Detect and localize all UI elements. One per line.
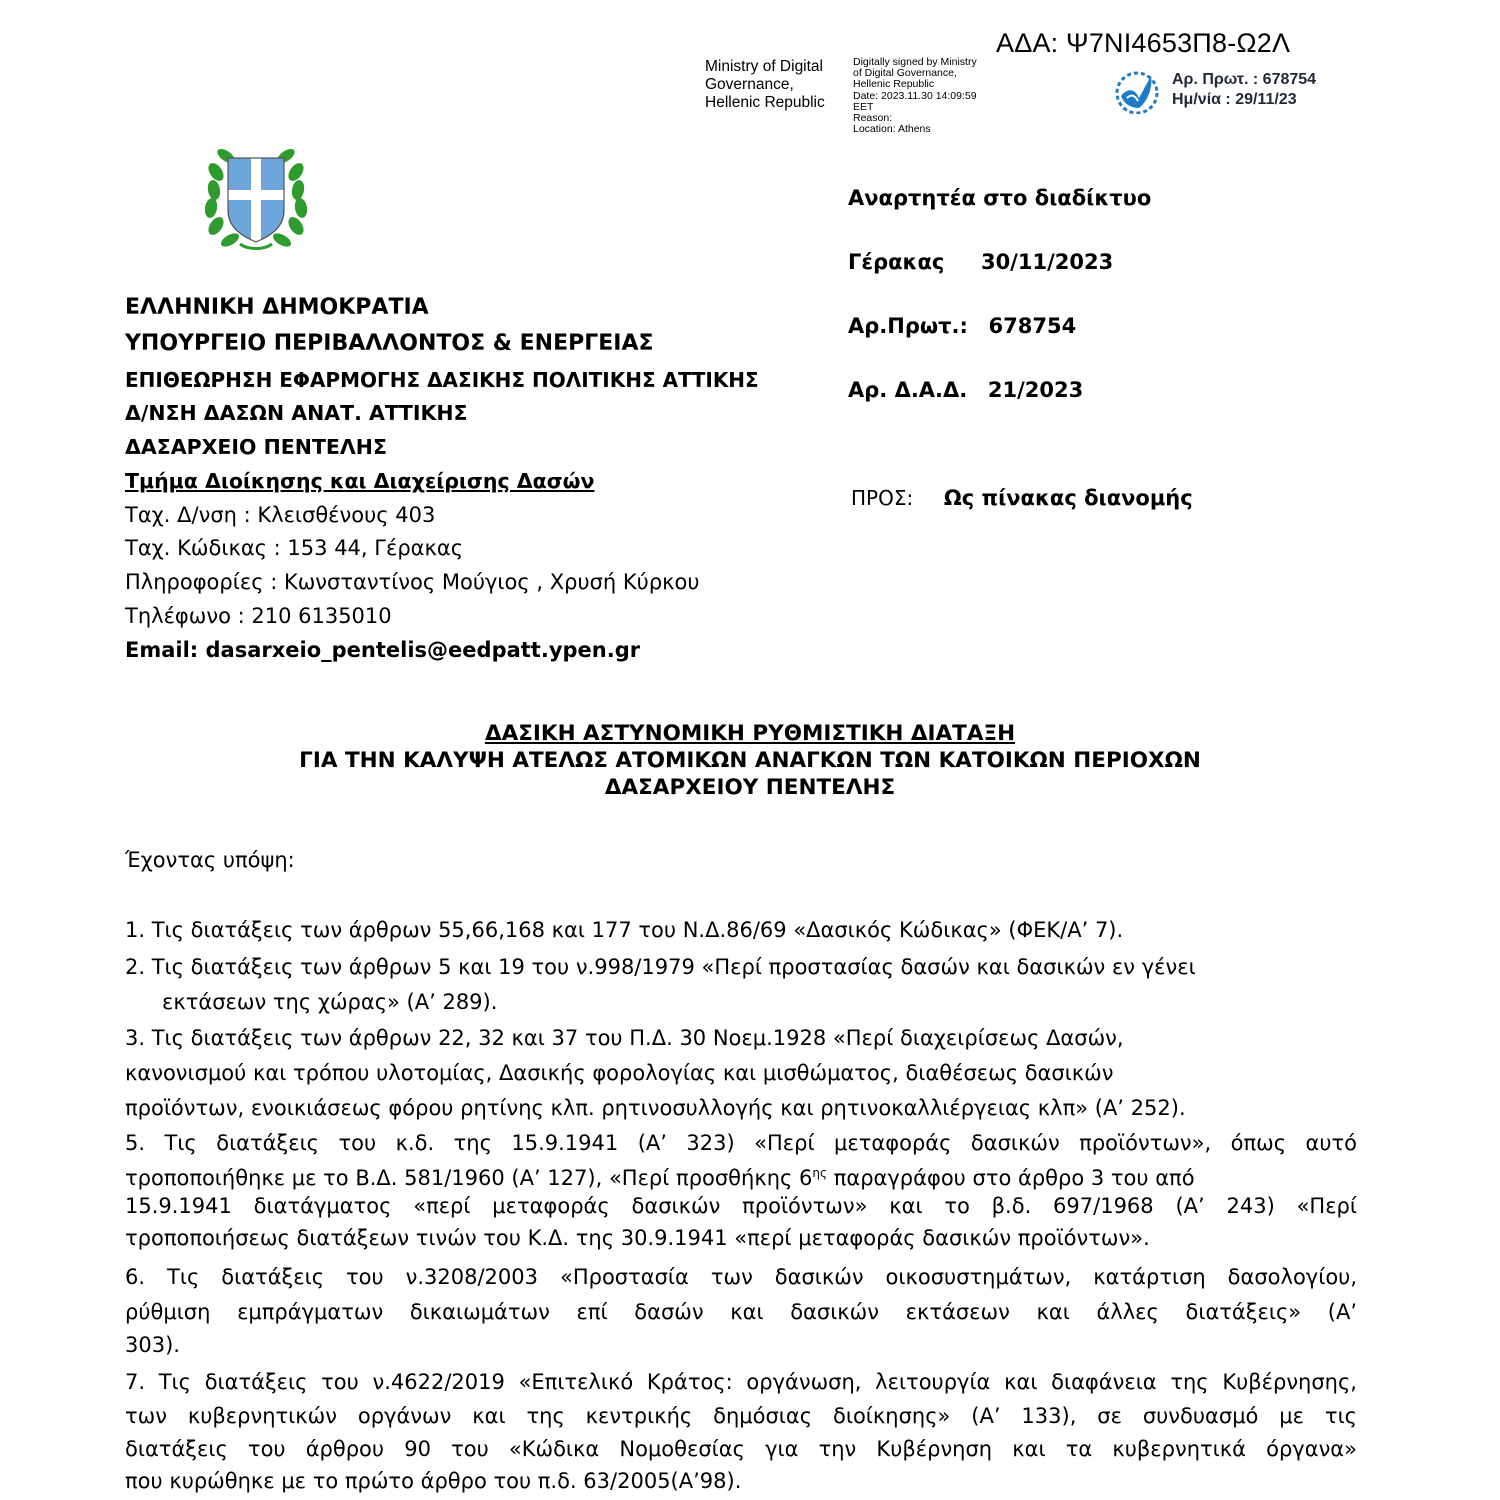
dad-number — [848, 378, 1083, 402]
paragraph-3-line: προϊόντων, ενοικιάσεως φόρου ρητίνης κλπ. ρητινοσυλλογής και ρητινοκαλλιέργειας κλπ» (Α’ 252). — [125, 1096, 1186, 1120]
paragraph-5-line: 15.9.1941 διατάγματος «περί μεταφοράς δασικών προϊόντων» και το β.δ. 697/1968 (Α’ 243) «Περί — [125, 1194, 1357, 1218]
paragraph-7-line: διατάξεις του άρθρου 90 του «Κώδικα Νομοθεσίας για την Κυβέρνηση και τα κυβερνητικά όργανα» — [125, 1437, 1357, 1461]
document-title — [0, 720, 1500, 801]
sender-directorate: Δ/ΝΣΗ ΔΑΣΩΝ ΑΝΑΤ. ΑΤΤΙΚΗΣ — [125, 401, 468, 425]
protocol-label: Αρ.Πρωτ.: — [848, 314, 968, 338]
signature-line: Hellenic Republic — [853, 78, 935, 91]
sender-republic: ΕΛΛΗΝΙΚΗ ΔΗΜΟΚΡΑΤΙΑ — [125, 295, 429, 320]
sender-ministry: ΥΠΟΥΡΓΕΙΟ ΠΕΡΙΒΑΛΛΟΝΤΟΣ & ΕΝΕΡΓΕΙΑΣ — [125, 331, 654, 356]
recipient — [851, 486, 1193, 510]
stamp-protocol-number: Αρ. Πρωτ. : 678754 — [1172, 71, 1317, 88]
paragraph-5-line — [125, 1157, 1195, 1194]
sender-info: Πληροφορίες : Κωνσταντίνος Μούγιος , Χρυσή Κύρκου — [125, 570, 700, 594]
paragraph-2-line: εκτάσεων της χώρας» (Α’ 289). — [162, 990, 498, 1014]
greek-coat-of-arms-icon — [200, 140, 312, 254]
signature-line: Location: Athens — [853, 123, 931, 136]
place-date — [848, 250, 1113, 274]
sender-postcode: Ταχ. Κώδικας : 153 44, Γέρακας — [125, 536, 464, 560]
protocol-value: 678754 — [988, 314, 1077, 338]
sender-email: Email: dasarxeio_pentelis@eedpatt.ypen.gr — [125, 638, 641, 662]
paragraph-5-line: 5. Τις διατάξεις του κ.δ. της 15.9.1941 (Α’ 323) «Περί μεταφοράς δασικών προϊόντων», όπως αυτό — [125, 1131, 1357, 1155]
publish-notice: Αναρτητέα στο διαδίκτυο — [848, 186, 1152, 210]
sender-forestry-office: ΔΑΣΑΡΧΕΙΟ ΠΕΝΤΕΛΗΣ — [125, 435, 387, 459]
paragraph-2-line: 2. Τις διατάξεις των άρθρων 5 και 19 του ν.998/1979 «Περί προστασίας δασών και δασικών εν γένει — [125, 955, 1196, 979]
diavgeia-logo-icon — [1113, 68, 1163, 114]
sender-address: Ταχ. Δ/νση : Κλεισθένους 403 — [125, 503, 436, 527]
paragraph-6-line: 6. Τις διατάξεις του ν.3208/2003 «Προστασία των δασικών οικοσυστημάτων, κατάρτιση δασολογίου, — [125, 1265, 1357, 1289]
paragraph-7-line: των κυβερνητικών οργάνων και της κεντρικής δημόσιας διοίκησης» (Α’ 133), σε συνδυασμό με τις — [125, 1404, 1357, 1428]
stamp-date: Ημ/νία : 29/11/23 — [1172, 91, 1297, 108]
paragraph-6-line: 303). — [125, 1333, 180, 1357]
body-intro: Έχοντας υπόψη: — [125, 848, 295, 872]
title-line-3: ΔΑΣΑΡΧΕΙΟΥ ΠΕΝΤΕΛΗΣ — [604, 775, 896, 800]
recipient-label: ΠΡΟΣ: — [851, 486, 914, 510]
dad-label: Αρ. Δ.Α.Δ. — [848, 378, 968, 402]
signature-line: Reason: — [853, 112, 893, 125]
dad-value: 21/2023 — [987, 378, 1084, 402]
paragraph-3-line: 3. Τις διατάξεις των άρθρων 22, 32 και 37 του Π.Δ. 30 Νοεμ.1928 «Περί διαχειρίσεως Δασών, — [125, 1026, 1124, 1050]
paragraph-6-line: ρύθμιση εμπράγματων δικαιωμάτων επί δασών και δασικών εκτάσεων και άλλες διατάξεις» (Α’ — [125, 1300, 1357, 1324]
p5-superscript: ης — [812, 1166, 828, 1180]
p5-text: παραγράφου στο άρθρο 3 του από — [827, 1166, 1195, 1190]
p5-text: τροποποιήθηκε με το Β.Δ. 581/1960 (Α’ 127), «Περί προσθήκης 6 — [125, 1166, 813, 1190]
protocol-stamp — [1172, 70, 1316, 110]
ada-code: ΑΔΑ: Ψ7ΝΙ4653Π8-Ω2Λ — [996, 28, 1291, 58]
paragraph-7-line: που κυρώθηκε με το πρώτο άρθρο του π.δ. 63/2005(Α’98). — [125, 1469, 742, 1493]
paragraph-7-line: 7. Τις διατάξεις του ν.4622/2019 «Επιτελικό Κράτος: οργάνωση, λειτουργία και διαφάνεια της Κυβέρνησης, — [125, 1370, 1357, 1394]
title-line-1: ΔΑΣΙΚΗ ΑΣΤΥΝΟΜΙΚΗ ΡΥΘΜΙΣΤΙΚΗ ΔΙΑΤΑΞΗ — [484, 721, 1016, 746]
ministry-line: Ministry of Digital — [705, 58, 823, 75]
paragraph-5-line: τροποποιήσεως διατάξεων τινών του Κ.Δ. της 30.9.1941 «περί μεταφοράς δασικών προϊόντων». — [125, 1226, 1150, 1250]
place: Γέρακας — [848, 250, 945, 274]
title-line-2: ΓΙΑ ΤΗΝ ΚΑΛΥΨΗ ΑΤΕΛΩΣ ΑΤΟΜΙΚΩΝ ΑΝΑΓΚΩΝ ΤΩΝ ΚΑΤΟΙΚΩΝ ΠΕΡΙΟΧΩΝ — [299, 748, 1201, 773]
ministry-line: Governance, — [705, 76, 794, 93]
digital-signature-details — [853, 57, 977, 135]
signature-line: of Digital Governance, — [853, 67, 957, 80]
signature-line: EET — [853, 100, 874, 113]
paragraph-1: 1. Τις διατάξεις των άρθρων 55,66,168 και 177 του Ν.Δ.86/69 «Δασικός Κώδικας» (ΦΕΚ/Α’ 7). — [125, 918, 1124, 942]
signature-line: Date: 2023.11.30 14:09:59 — [853, 89, 977, 102]
ministry-signature-label — [705, 58, 825, 112]
ministry-line: Hellenic Republic — [705, 94, 825, 111]
document-date: 30/11/2023 — [980, 250, 1114, 274]
protocol-number — [848, 314, 1076, 338]
sender-phone: Τηλέφωνο : 210 6135010 — [125, 604, 392, 628]
paragraph-3-line: κανονισμού και τρόπου υλοτομίας, Δασικής φορολογίας και μισθώματος, διαθέσεως δασικών — [125, 1061, 1114, 1085]
signature-line: Digitally signed by Ministry — [853, 56, 977, 68]
sender-inspection: ΕΠΙΘΕΩΡΗΣΗ ΕΦΑΡΜΟΓΗΣ ΔΑΣΙΚΗΣ ΠΟΛΙΤΙΚΗΣ ΑΤΤΙΚΗΣ — [125, 368, 759, 392]
sender-department: Τμήμα Διοίκησης και Διαχείρισης Δασών — [125, 469, 595, 493]
recipient-value: Ως πίνακας διανομής — [943, 486, 1193, 510]
